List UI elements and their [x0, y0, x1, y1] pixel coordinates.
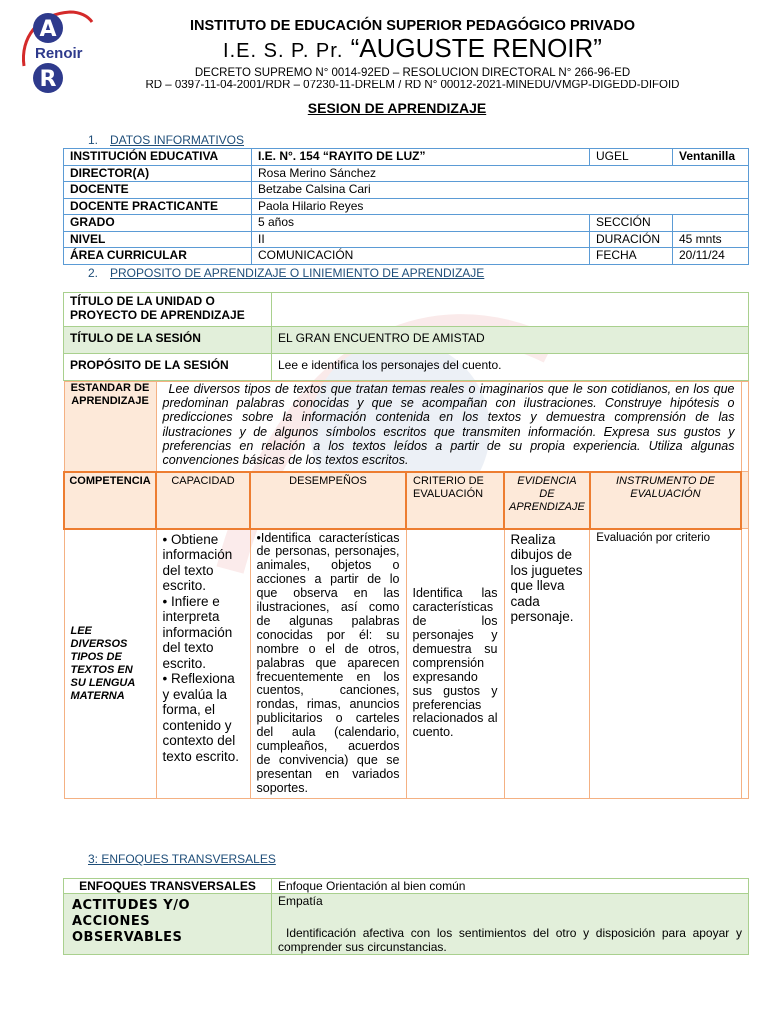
institute-name: INSTITUTO DE EDUCACIÓN SUPERIOR PEDAGÓGICO PRIVADO: [190, 18, 635, 34]
label-duracion: DURACIÓN: [590, 231, 673, 248]
label-institucion: INSTITUCIÓN EDUCATIVA: [64, 149, 252, 166]
svg-text:Renoir: Renoir: [35, 45, 83, 62]
value-sesion: EL GRAN ENCUENTRO DE AMISTAD: [272, 327, 749, 354]
col-competencia: COMPETENCIA: [64, 472, 156, 529]
value-unidad: [272, 293, 749, 327]
value-actitud: Identificación afectiva con los sentimientos del otro y disposición para apoyar y comprender sus circunstancias.: [278, 926, 742, 954]
value-valor: Empatía: [278, 894, 323, 908]
value-ugel: Ventanilla: [673, 149, 749, 166]
value-duracion: 45 mnts: [673, 231, 749, 248]
datos-table: [63, 148, 749, 265]
institute-logo: [18, 8, 98, 96]
document-title: SESION DE APRENDIZAJE: [307, 100, 487, 116]
value-fecha: 20/11/24: [673, 248, 749, 265]
value-estandar: Lee diversos tipos de textos que tratan temas reales o imaginarios que le son cotidianos, en los que predominan palabras conocidas y que se acompañan con ilustraciones. Construye hipótesis o predicciones sobre la información contenida en los textos y demuestra comprensión de las ilustraciones y de algunos símbolos escritos que transmiten información. Expresa sus gustos y preferencias en relación a los textos leídos a partir de su propia experiencia. Utiliza algunas convenciones básicas de los textos escritos.: [156, 382, 741, 472]
section-heading-1: 1. DATOS INFORMATIVOS: [88, 133, 245, 147]
label-sesion: TÍTULO DE LA SESIÓN: [64, 327, 272, 354]
capacidad-item: • Obtiene información del texto escrito.: [162, 531, 233, 593]
value-practicante: Paola Hilario Reyes: [252, 198, 749, 215]
institute-title: [120, 33, 705, 64]
col-capacidad: CAPACIDAD: [156, 472, 250, 529]
value-institucion: I.E. N°. 154 “RAYITO DE LUZ”: [252, 149, 590, 166]
value-desempeno: •Identifica características de personas, personajes, animales, objetos o acciones a partir de lo que observa en las ilustraciones, así como de algunas palabras conocidas por él: su nombre o el de otros, palabras que aparecen frecuentemente en los cuentos, canciones, rondas, rimas, anuncios publicitarios o carteles del aula (calendario, cumpleaños, acuerdos de convivencia) que se presentan en variados soportes.: [250, 529, 406, 799]
value-area: COMUNICACIÓN: [252, 248, 590, 265]
section-heading-2: 2. PROPOSITO DE APRENDIZAJE O LINIEMIENTO DE APRENDIZAJE: [88, 266, 485, 280]
value-nivel: II: [252, 231, 590, 248]
label-proposito: PROPÓSITO DE LA SESIÓN: [64, 354, 272, 381]
col-desempenos: DESEMPEÑOS: [250, 472, 406, 529]
label-enfoques: ENFOQUES TRANSVERSALES: [64, 879, 272, 894]
value-grado: 5 años: [252, 215, 590, 232]
svg-text:A: A: [39, 17, 57, 42]
value-docente: Betzabe Calsina Cari: [252, 182, 749, 199]
title-prefix: I.E. S. P. Pr.: [223, 40, 344, 62]
value-proposito: Lee e identifica los personajes del cuento.: [272, 354, 749, 381]
value-evidencia: Realiza dibujos de los juguetes que lleva cada personaje.: [504, 529, 590, 799]
label-fecha: FECHA: [590, 248, 673, 265]
decree-line-2: RD – 0397-11-04-2001/RDR – 07230-11-DRELM / RD N° 00012-2021-MINEDU/VMGP-DIGEDD-DIFOID: [145, 80, 680, 88]
value-capacidades: [156, 529, 250, 799]
capacidad-item: • Infiere e interpreta información del texto escrito.: [162, 593, 233, 671]
value-actitudes: [272, 894, 749, 955]
label-practicante: DOCENTE PRACTICANTE: [64, 198, 252, 215]
label-ugel: UGEL: [590, 149, 673, 166]
value-director: Rosa Merino Sánchez: [252, 165, 749, 182]
capacidad-item: • Reflexiona y evalúa la forma, el contenido y contexto del texto escrito.: [162, 671, 240, 764]
value-seccion: [673, 215, 749, 232]
col-instrumento: INSTRUMENTO DE EVALUACIÓN: [590, 472, 741, 529]
decree-line: DECRETO SUPREMO N° 0014-92ED – RESOLUCION DIRECTORAL N° 266-96-ED: [194, 67, 631, 79]
title-name: “AUGUSTE RENOIR”: [350, 33, 602, 63]
col-evidencia: EVIDENCIA DE APRENDIZAJE: [504, 472, 590, 529]
label-seccion: SECCIÓN: [590, 215, 673, 232]
label-director: DIRECTOR(A): [64, 165, 252, 182]
enfoques-table: [63, 878, 749, 955]
value-enfoques: Enfoque Orientación al bien común: [272, 879, 749, 894]
svg-text:R: R: [39, 67, 57, 92]
col-criterio: CRITERIO DE EVALUACIÓN: [406, 472, 504, 529]
value-instrumento: Evaluación por criterio: [590, 529, 741, 799]
label-unidad: TÍTULO DE LA UNIDAD O PROYECTO DE APRENDIZAJE: [64, 293, 272, 327]
label-nivel: NIVEL: [64, 231, 252, 248]
value-criterio: Identifica las características de los personajes y demuestra su comprensión expresando sus gustos y preferencias relacionados al cuento.: [406, 529, 504, 799]
label-docente: DOCENTE: [64, 182, 252, 199]
proposito-table: [63, 292, 749, 381]
value-competencia: LEE DIVERSOS TIPOS DE TEXTOS EN SU LENGUA MATERNA: [64, 529, 156, 799]
competencias-table: [63, 381, 749, 799]
label-area: ÁREA CURRICULAR: [64, 248, 252, 265]
label-actitudes: ACTITUDES Y/O ACCIONES OBSERVABLES: [64, 894, 272, 955]
label-estandar: ESTANDAR DE APRENDIZAJE: [64, 382, 156, 472]
section-heading-3: 3: ENFOQUES TRANSVERSALES: [88, 852, 276, 866]
label-grado: GRADO: [64, 215, 252, 232]
